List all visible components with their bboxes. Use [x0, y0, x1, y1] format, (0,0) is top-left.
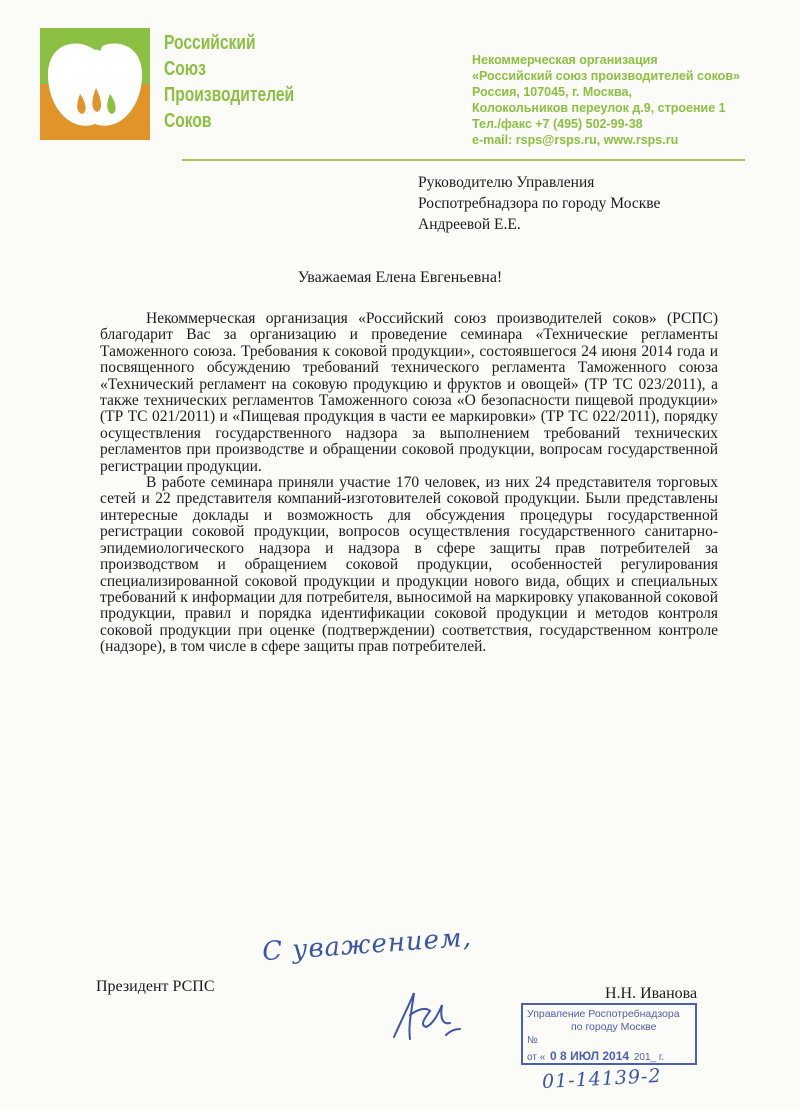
- contact-line: Тел./факс +7 (495) 502-99-38: [472, 117, 643, 131]
- apple-logo-icon: [40, 28, 150, 140]
- contact-line: e-mail: rsps@rsps.ru, www.rsps.ru: [472, 133, 679, 147]
- stamp-agency: Управление Роспотребнадзора: [527, 1008, 680, 1020]
- signatory-role: Президент РСПС: [96, 978, 215, 995]
- stamp-date: 0 8 ИЮЛ 2014: [550, 1049, 630, 1063]
- stamp-date-prefix: от «: [527, 1052, 546, 1063]
- stamp-city: по городу Москве: [571, 1021, 657, 1033]
- stamp-date-row: [527, 1049, 664, 1063]
- logo-name-line: Соков: [164, 110, 212, 132]
- letter-body: [100, 311, 718, 656]
- logo-name-line: Российский: [164, 32, 256, 54]
- handwritten-closing: С уважением,: [261, 922, 473, 968]
- registration-stamp: [521, 1003, 697, 1065]
- addressee-line: Роспотребнадзора по городу Москве: [418, 195, 661, 212]
- incoming-registration-number: 01-14139-2: [541, 1064, 663, 1094]
- organization-contacts: [472, 52, 792, 148]
- salutation: Уважаемая Елена Евгеньевна!: [297, 269, 503, 286]
- contact-line: Некоммерческая организация: [472, 53, 658, 67]
- addressee-block: [418, 172, 788, 235]
- stamp-number-label: №: [527, 1035, 538, 1046]
- logo-name-line: Союз: [164, 58, 206, 80]
- signature-icon: [380, 985, 470, 1045]
- contact-line: Колокольников переулок д.9, строение 1: [472, 101, 726, 115]
- contact-line: Россия, 107045, г. Москва,: [472, 85, 632, 99]
- stamp-year: 201_ г.: [633, 1052, 665, 1063]
- signatory-name: Н.Н. Иванова: [605, 985, 698, 1002]
- body-paragraph: В работе семинара приняли участие 170 человек, из них 24 представителя торговых сетей и 22 представителя компаний-изготовителей соковой продукции. Были представлены интересные доклады и возможность для обсуждения процедуры государственной регистрации соковой продукции, вопросов осуществления государственного санитарно-эпидемиологического надзора и надзора в сфере защиты прав потребителей за производством и обращением соковой продукции, особенностей регулирования специализированной соковой продукции и продукции нового вида, общих и специальных требований к информации для потребителя, выносимой на маркировку упакованной соковой продукции, правил и порядка идентификации соковой продукции и методов контроля соковой продукции при оценке (подтверждении) соответствия, государственном контроле (надзоре), в том числе в сфере защиты прав потребителей.: [100, 474, 718, 656]
- body-paragraph: Некоммерческая организация «Российский союз производителей соков» (РСПС) благодарит Вас за организацию и проведение семинара «Технические регламенты Таможенного союза. Требования к соковой продукции», состоявшегося 24 июня 2014 года и посвященного обсуждению требований технического регламента Таможенного союза «Технический регламент на соковую продукцию и фруктов и овощей» (ТР ТС 023/2011), а также технических регламентов Таможенного союза «О безопасности пищевой продукции» (ТР ТС 021/2011) и «Пищевая продукция в части ее маркировки» (ТР ТС 022/2011), порядку осуществления государственного надзора за выполнением требований технических регламентов при производстве и обращении соковой продукции, вопросам государственной регистрации продукции.: [100, 310, 718, 475]
- organization-name-logo: [164, 30, 295, 134]
- addressee-line: Руководителю Управления: [418, 174, 595, 191]
- header-divider: [182, 159, 745, 161]
- contact-line: «Российский союз производителей соков»: [472, 69, 740, 83]
- addressee-line: Андреевой Е.Е.: [418, 216, 521, 233]
- logo-name-line: Производителей: [164, 84, 295, 106]
